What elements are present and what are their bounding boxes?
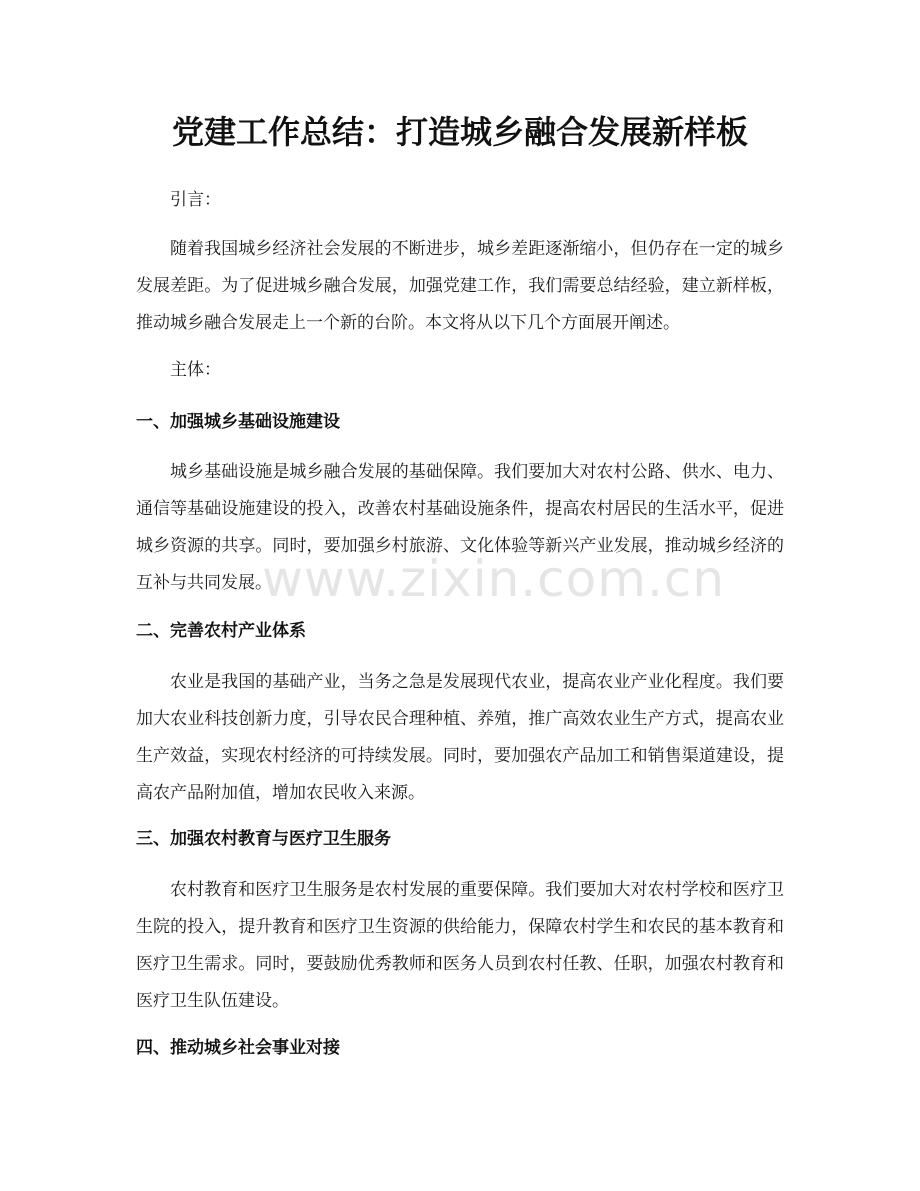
intro-paragraph: 随着我国城乡经济社会发展的不断进步，城乡差距逐渐缩小，但仍存在一定的城乡发展差距。为了促进城乡融合发展，加强党建工作，我们需要总结经验，建立新样板，推动城乡融合发展走上一个新的台阶。本文将从以下几个方面展开阐述。 bbox=[136, 239, 784, 333]
section-1-heading: 一、加强城乡基础设施建设 bbox=[136, 412, 340, 432]
section-3-paragraph: 农村教育和医疗卫生服务是农村发展的重要保障。我们要加大对农村学校和医疗卫生院的投入，提升教育和医疗卫生资源的供给能力，保障农村学生和农民的基本教育和医疗卫生需求。同时，要鼓励优秀教师和医务人员到农村任教、任职，加强农村教育和医疗卫生队伍建设。 bbox=[136, 880, 784, 1011]
section-2-heading: 二、完善农村产业体系 bbox=[136, 621, 306, 641]
watermark: www.zixin.com.cn bbox=[262, 550, 726, 608]
document-title: 党建工作总结：打造城乡融合发展新样板 bbox=[171, 113, 748, 151]
body-label: 主体： bbox=[170, 360, 221, 380]
intro-label: 引言： bbox=[170, 190, 221, 210]
section-3-heading: 三、加强农村教育与医疗卫生服务 bbox=[136, 829, 391, 849]
section-4-heading: 四、推动城乡社会事业对接 bbox=[136, 1038, 340, 1058]
section-2-paragraph: 农业是我国的基础产业，当务之急是发展现代农业，提高农业产业化程度。我们要加大农业科技创新力度，引导农民合理种植、养殖，推广高效农业生产方式，提高农业生产效益，实现农村经济的可持续发展。同时，要加强农产品加工和销售渠道建设，提高农产品附加值，增加农民收入来源。 bbox=[136, 672, 784, 803]
section-1-paragraph: 城乡基础设施是城乡融合发展的基础保障。我们要加大对农村公路、供水、电力、通信等基础设施建设的投入，改善农村基础设施条件，提高农村居民的生活水平，促进城乡资源的共享。同时，要加强乡村旅游、文化体验等新兴产业发展，推动城乡经济的互补与共同发展。 bbox=[136, 462, 784, 593]
